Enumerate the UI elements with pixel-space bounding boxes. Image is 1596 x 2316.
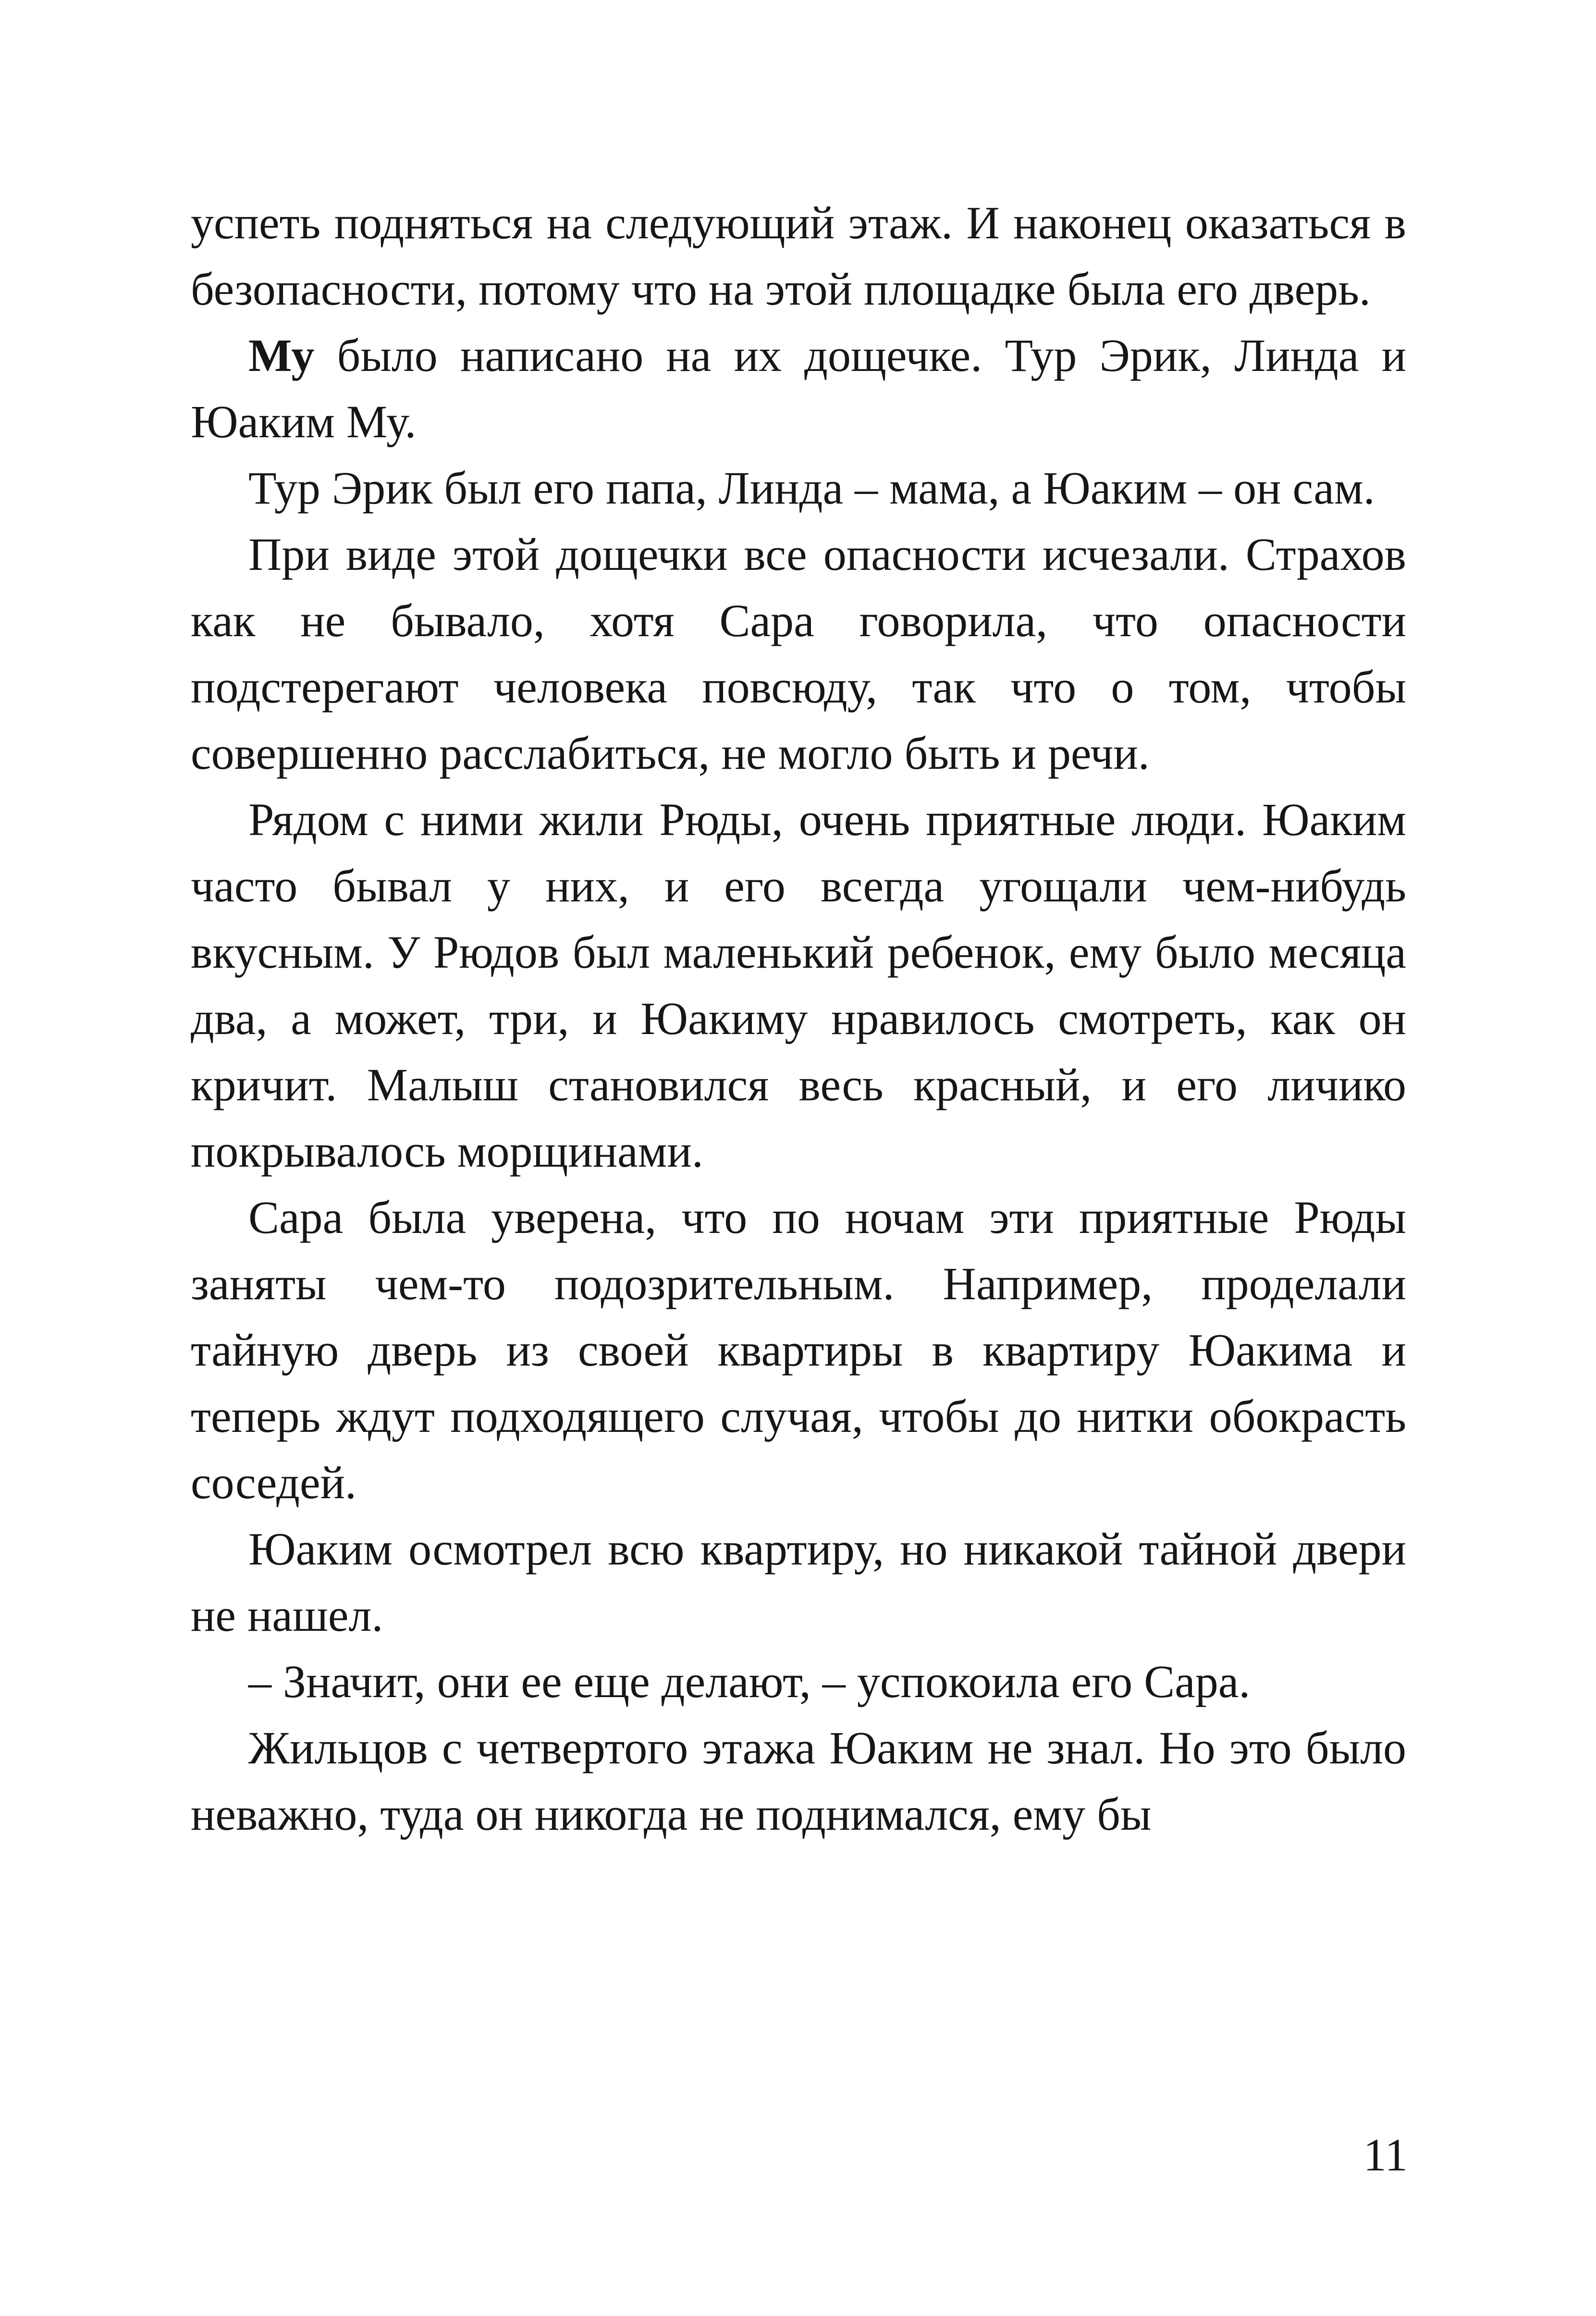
paragraph: При виде этой дощечки все опасности исчезали. Страхов как не бывало, хотя Сара говорила, что опасности подстерегают человека повсюду, так что о том, чтобы совершенно расслабиться, не могло быть и речи.	[191, 529, 1406, 779]
paragraph: успеть подняться на следующий этаж. И наконец оказаться в безопасности, потому что на этой площадке была его дверь.	[191, 197, 1406, 315]
bold-surname: Му	[248, 330, 315, 381]
paragraph	[191, 322, 1406, 455]
page-number: 11	[1363, 2129, 1408, 2180]
paragraph: Сара была уверена, что по ночам эти приятные Рюды заняты чем-то подозрительным. Например, проделали тайную дверь из своей квартиры в квартиру Юакима и теперь ждут подходящего случая, чтобы до нитки обокрасть соседей.	[191, 1192, 1406, 1508]
dialog-line: – Значит, они ее еще делают, – успокоила его Сара.	[248, 1656, 1251, 1707]
paragraph: Рядом с ними жили Рюды, очень приятные люди. Юаким часто бывал у них, и его всегда угощали чем-нибудь вкусным. У Рюдов был маленький ребенок, ему было месяца два, а может, три, и Юакиму нравилось смотреть, как он кричит. Малыш становился весь красный, и его личико покрывалось морщинами.	[191, 794, 1406, 1177]
paragraph-text: было написано на их дощечке. Тур Эрик, Линда и Юаким Му.	[191, 330, 1406, 447]
page-body	[191, 190, 1406, 1848]
paragraph: Юаким осмотрел всю квартиру, но никакой тайной двери не нашел.	[191, 1523, 1406, 1641]
paragraph: Жильцов с четвертого этажа Юаким не знал. Но это было неважно, туда он никогда не поднимался, ему бы	[191, 1722, 1406, 1840]
paragraph: Тур Эрик был его папа, Линда – мама, а Юаким – он сам.	[248, 462, 1375, 514]
